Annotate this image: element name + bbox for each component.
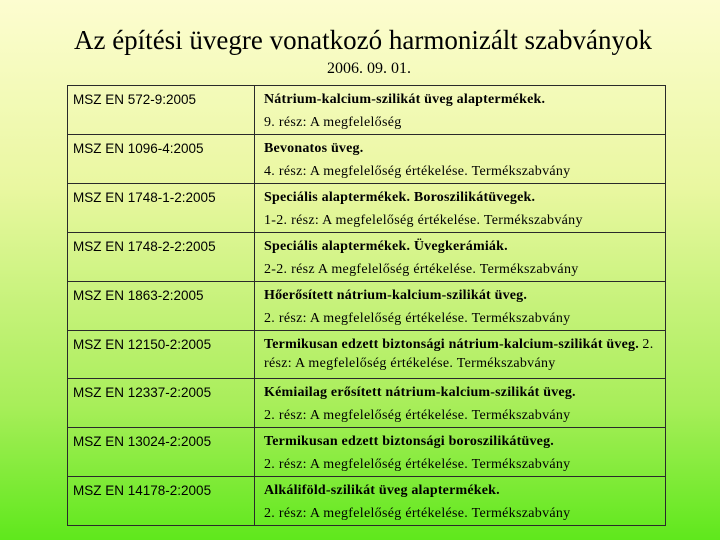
standard-title: Termikusan edzett biztonsági nátrium-kalcium-szilikát üveg. (264, 337, 639, 352)
standard-code: MSZ EN 14178-2:2005 (68, 477, 255, 526)
standard-title: Nátrium-kalcium-szilikát üveg alaptermékek. (264, 92, 546, 107)
standard-code: MSZ EN 12337-2:2005 (68, 379, 255, 428)
standard-code: MSZ EN 1863-2:2005 (68, 282, 255, 331)
standard-code: MSZ EN 1748-2-2:2005 (68, 233, 255, 282)
standard-part: 2. rész: A megfelelőség értékelése. Termékszabvány (264, 337, 654, 371)
standard-description (255, 477, 666, 526)
standard-part: 2-2. rész A megfelelőség értékelése. Termékszabvány (264, 262, 579, 277)
standard-description (255, 86, 666, 135)
standard-description (255, 331, 666, 379)
table-row (68, 184, 666, 233)
standard-code: MSZ EN 13024-2:2005 (68, 428, 255, 477)
standard-title: Kémiailag erősített nátrium-kalcium-szilikát üveg. (264, 385, 576, 400)
table-row (68, 379, 666, 428)
standard-description (255, 233, 666, 282)
table-row (68, 331, 666, 379)
standard-part: 2. rész: A megfelelőség értékelése. Termékszabvány (264, 408, 571, 423)
table-row (68, 282, 666, 331)
table-row (68, 135, 666, 184)
standard-title: Alkáliföld-szilikát üveg alaptermékek. (264, 483, 500, 498)
standard-part: 2. rész: A megfelelőség értékelése. Termékszabvány (264, 506, 571, 521)
standard-description (255, 184, 666, 233)
table-row (68, 428, 666, 477)
standard-description (255, 135, 666, 184)
standard-code: MSZ EN 572-9:2005 (68, 86, 255, 135)
standard-description (255, 379, 666, 428)
standard-part: 2. rész: A megfelelőség értékelése. Termékszabvány (264, 457, 571, 472)
table-row (68, 86, 666, 135)
standard-part: 2. rész: A megfelelőség értékelése. Termékszabvány (264, 311, 571, 326)
standard-part: 9. rész: A megfelelőség (264, 115, 402, 130)
standard-description (255, 428, 666, 477)
date-label: 2006. 09. 01. (327, 60, 411, 77)
table-row (68, 233, 666, 282)
page-title: Az építési üvegre vonatkozó harmonizált szabványok (73, 25, 653, 55)
standard-title: Hőerősített nátrium-kalcium-szilikát üveg. (264, 288, 528, 303)
standard-title: Bevonatos üveg. (264, 141, 364, 156)
standard-code: MSZ EN 1748-1-2:2005 (68, 184, 255, 233)
standard-title: Speciális alaptermékek. Boroszilikátüvegek. (264, 190, 536, 205)
standard-description (255, 282, 666, 331)
standard-part: 1-2. rész: A megfelelőség értékelése. Termékszabvány (264, 213, 583, 228)
table-row (68, 477, 666, 526)
standard-code: MSZ EN 12150-2:2005 (68, 331, 255, 379)
standard-title: Termikusan edzett biztonsági boroszilikátüveg. (264, 434, 554, 449)
standard-code: MSZ EN 1096-4:2005 (68, 135, 255, 184)
standards-table (67, 85, 666, 526)
standard-part: 4. rész: A megfelelőség értékelése. Termékszabvány (264, 164, 571, 179)
standard-title: Speciális alaptermékek. Üvegkerámiák. (264, 239, 508, 254)
